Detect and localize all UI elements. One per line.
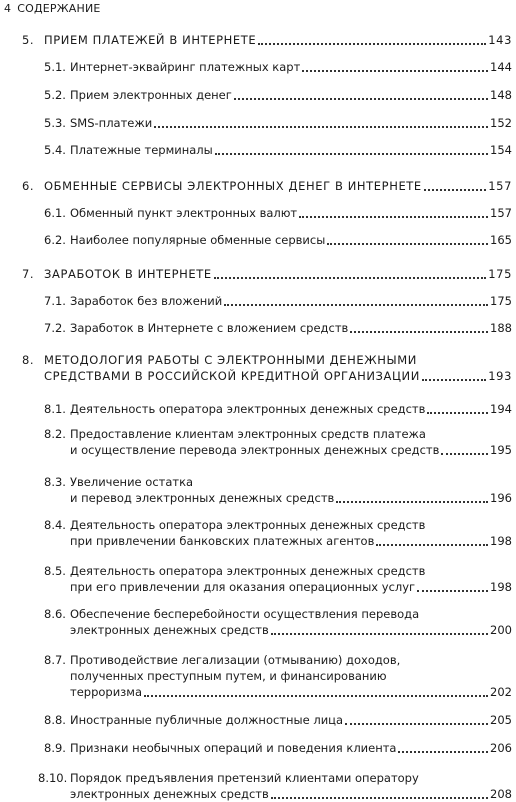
toc-entry-number: 8.6.: [44, 607, 66, 621]
dot-leader: [424, 188, 486, 191]
toc-entry-page: 175: [488, 267, 512, 281]
toc-entry-number: 6.1.: [44, 206, 66, 220]
dot-leader: [144, 694, 488, 697]
dot-leader: [422, 378, 486, 381]
dot-leader: [441, 452, 488, 455]
toc-entry-title-line: Заработок без вложений: [70, 294, 223, 308]
toc-entry[interactable]: [22, 266, 512, 282]
toc-entry-title-line: Обеспечение бесперебойности осуществления перевода: [70, 607, 420, 621]
toc-entry-page: 202: [490, 685, 512, 699]
toc-entry-number: 5.4.: [44, 143, 66, 157]
toc-entry-number: 8.3.: [44, 475, 66, 489]
toc-entry-number: 8.10.: [38, 771, 68, 785]
toc-entry-title-line: и перевод электронных денежных средств: [70, 491, 335, 505]
dot-leader: [302, 69, 488, 72]
dot-leader: [214, 276, 487, 279]
toc-entry-number: 7.: [22, 267, 35, 281]
toc-entry-title-line: Заработок в Интернете с вложением средств: [70, 321, 349, 335]
dot-leader: [350, 330, 488, 333]
toc-entry-title-line: электронных денежных средств: [70, 787, 269, 801]
toc-entry-number: 8.4.: [44, 518, 66, 532]
toc-entry-page: 198: [490, 534, 512, 548]
toc-entry-page: 206: [490, 741, 512, 755]
toc-entry-title-line: Предоставление клиентам электронных средств платежа: [70, 427, 426, 441]
toc-entry[interactable]: [44, 142, 512, 158]
toc-entry-title-line: электронных денежных средств: [70, 623, 269, 637]
toc-entry-page: 195: [490, 443, 512, 457]
toc-entry-page: 157: [490, 206, 512, 220]
toc-entry-title-line: ПРИЕМ ПЛАТЕЖЕЙ В ИНТЕРНЕТЕ: [44, 33, 257, 47]
toc-entry-page: 144: [490, 60, 512, 74]
section-title: СОДЕРЖАНИЕ: [17, 2, 101, 15]
toc-entry-page: 188: [490, 321, 512, 335]
dot-leader: [234, 97, 488, 100]
toc-entry-title-line: терроризма: [70, 685, 143, 699]
dot-leader: [327, 242, 488, 245]
toc-entry-number: 8.1.: [44, 402, 66, 416]
toc-entry-title-line: ОБМЕННЫЕ СЕРВИСЫ ЭЛЕКТРОННЫХ ДЕНЕГ В ИНТЕРНЕТЕ: [44, 179, 422, 193]
dot-leader: [258, 42, 486, 45]
toc-entry-title-line: Увеличение остатка: [70, 475, 194, 489]
toc-entry-number: 8.5.: [44, 564, 66, 578]
toc-entry-number: 8.2.: [44, 427, 66, 441]
toc-entry-page: 148: [490, 88, 512, 102]
toc-entry-number: 8.: [22, 353, 35, 367]
toc-entry-title-line: Порядок предъявления претензий клиентами оператору: [70, 771, 419, 785]
dot-leader: [345, 722, 488, 725]
toc-entry-number: 6.2.: [44, 233, 66, 247]
toc-entry-page: 143: [488, 33, 512, 47]
toc-entry-title-line: и осуществление перевода электронных денежных средств: [70, 443, 440, 457]
toc-entry-title-line: ЗАРАБОТОК В ИНТЕРНЕТЕ: [44, 267, 212, 281]
toc-entry-title-line: полученных преступным путем, и финансированию: [70, 669, 387, 683]
toc-entry-title-line: Деятельность оператора электронных денежных средств: [70, 564, 426, 578]
toc-entry-page: 196: [490, 491, 512, 505]
toc-entry-title-line: при привлечении банковских платежных агентов: [70, 534, 375, 548]
toc-entry-page: 154: [490, 143, 512, 157]
toc-entry-page: 208: [490, 787, 512, 801]
toc-entry[interactable]: [44, 740, 512, 756]
toc-entry-page: 198: [490, 580, 512, 594]
toc-entry-number: 5.: [22, 33, 35, 47]
toc-entry-title-line: при его привлечении для оказания операционных услуг: [70, 580, 416, 594]
toc-entry-title-line: Деятельность оператора электронных денежных средств: [70, 402, 426, 416]
toc-entry[interactable]: [44, 232, 512, 248]
toc-entry[interactable]: [44, 517, 512, 549]
toc-entry-title-line: SMS-платежи: [70, 116, 153, 130]
toc-entry[interactable]: [44, 59, 512, 75]
toc-entry-page: 194: [490, 402, 512, 416]
toc-entry-number: 6.: [22, 179, 35, 193]
dot-leader: [376, 543, 488, 546]
dot-leader: [271, 632, 488, 635]
toc-entry[interactable]: [44, 606, 512, 638]
toc-entry[interactable]: [22, 32, 512, 48]
toc-entry-title-line: Интернет-эквайринг платежных карт: [70, 60, 301, 74]
toc-entry[interactable]: [44, 293, 512, 309]
dot-leader: [215, 152, 488, 155]
dot-leader: [299, 215, 488, 218]
toc-entry-number: 5.1.: [44, 60, 66, 74]
toc-entry-number: 5.3.: [44, 116, 66, 130]
toc-entry-title-line: Платежные терминалы: [70, 143, 213, 157]
toc-entry-page: 205: [490, 713, 512, 727]
dot-leader: [224, 303, 488, 306]
toc-entry-title-line: Прием электронных денег: [70, 88, 232, 102]
toc-entry[interactable]: [44, 115, 512, 131]
toc-entry[interactable]: [44, 205, 512, 221]
toc-entry[interactable]: [44, 712, 512, 728]
toc-entry[interactable]: [38, 770, 512, 802]
toc-entry[interactable]: [44, 563, 512, 595]
toc-entry-title-line: СРЕДСТВАМИ В РОССИЙСКОЙ КРЕДИТНОЙ ОРГАНИЗАЦИИ: [44, 369, 420, 383]
toc-entry-number: 5.2.: [44, 88, 66, 102]
toc-entry-title-line: Признаки необычных операций и поведения клиента: [70, 741, 397, 755]
toc-entry[interactable]: [44, 474, 512, 506]
dot-leader: [417, 589, 488, 592]
dot-leader: [271, 796, 488, 799]
toc-entry-page: 200: [490, 623, 512, 637]
toc-entry-title-line: МЕТОДОЛОГИЯ РАБОТЫ С ЭЛЕКТРОННЫМИ ДЕНЕЖНЫМИ: [44, 353, 417, 367]
toc-entry[interactable]: [22, 352, 512, 384]
toc-entry-title-line: Иностранные публичные должностные лица: [70, 713, 344, 727]
toc-entry[interactable]: [44, 320, 512, 336]
toc-entry-title-line: Деятельность оператора электронных денежных средств: [70, 518, 426, 532]
toc-entry-title-line: Противодействие легализации (отмыванию) доходов,: [70, 653, 401, 667]
toc-entry[interactable]: [44, 87, 512, 103]
toc-entry-page: 152: [490, 116, 512, 130]
toc-entry-title-line: Обменный пункт электронных валют: [70, 206, 298, 220]
dot-leader: [427, 411, 488, 414]
toc-entry[interactable]: [22, 178, 512, 194]
toc-entry-number: 8.7.: [44, 653, 66, 667]
dot-leader: [154, 125, 488, 128]
dot-leader: [336, 500, 488, 503]
toc-entry-number: 8.8.: [44, 713, 66, 727]
toc-entry-page: 193: [488, 369, 512, 383]
toc-entry[interactable]: [44, 652, 512, 700]
toc-entry-number: 7.1.: [44, 294, 66, 308]
running-header: [4, 2, 101, 15]
toc-entry-page: 157: [488, 179, 512, 193]
toc-entry-number: 7.2.: [44, 321, 66, 335]
toc-entry-page: 175: [490, 294, 512, 308]
page-number: 4: [4, 2, 12, 15]
toc-entry[interactable]: [44, 401, 512, 417]
toc-entry-title-line: Наиболее популярные обменные сервисы: [70, 233, 326, 247]
toc-entry-page: 165: [490, 233, 512, 247]
dot-leader: [398, 750, 488, 753]
toc-entry-number: 8.9.: [44, 741, 66, 755]
toc-entry[interactable]: [44, 426, 512, 458]
